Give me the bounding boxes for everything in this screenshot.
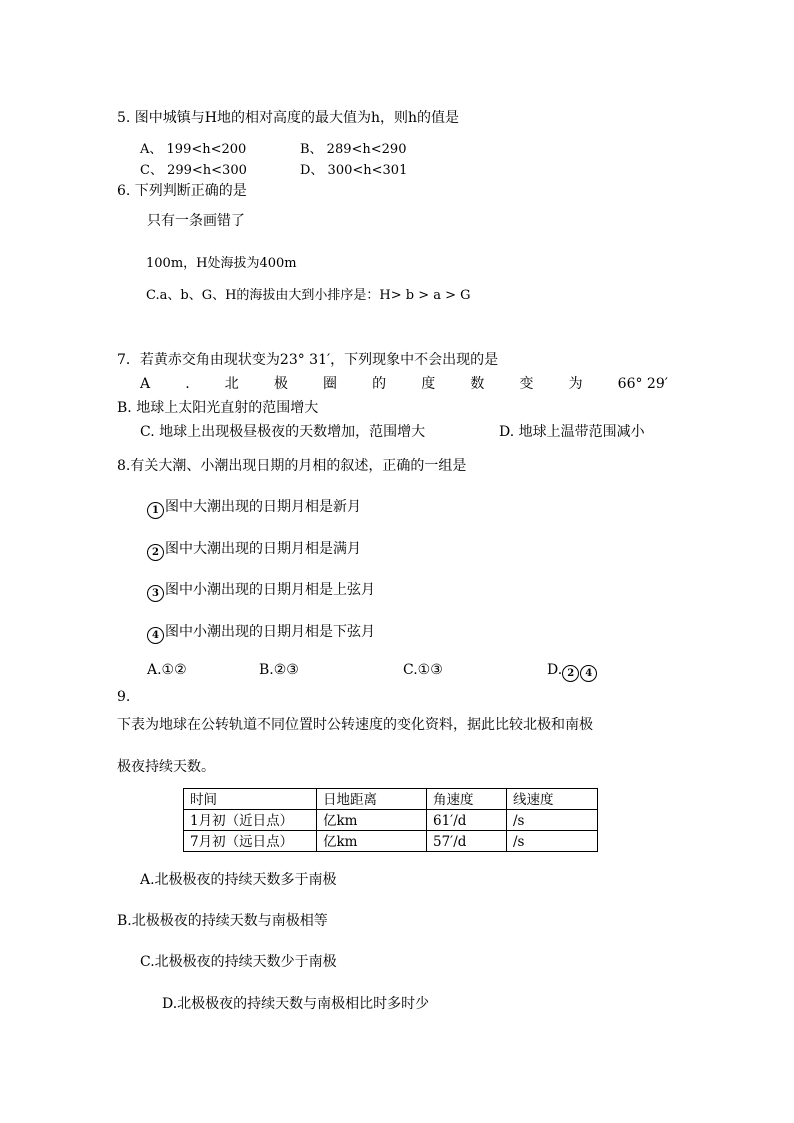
circled-number-icon: 2 [562, 665, 579, 682]
circled-number-icon: 4 [147, 627, 164, 644]
q7-stem: 7．若黄赤交角由现状变为23° 31′，下列现象中不会出现的是 [117, 352, 499, 368]
circled-number-icon: 3 [147, 585, 164, 602]
table-cell: 亿km [317, 831, 427, 852]
q5-option-b: B、 289<h<290 [300, 142, 407, 157]
q8-option-b: B.②③ [259, 662, 299, 678]
table-header-cell: 日地距离 [317, 789, 427, 810]
q7-option-a-part: A [140, 376, 151, 392]
q9-option-b: B.北极极夜的持续天数与南极相等 [117, 913, 328, 929]
table-header-cell: 时间 [184, 789, 317, 810]
q7-option-a-part: 数 [470, 376, 485, 392]
q6-stem: 6. 下列判断正确的是 [117, 183, 247, 199]
q8-option-c: C.①③ [403, 662, 443, 678]
q6-line-1: 只有一条画错了 [147, 213, 245, 229]
q8-item [147, 499, 361, 519]
q7-option-a-part: 度 [421, 376, 436, 392]
q8-item-text: 图中小潮出现的日期月相是上弦月 [165, 582, 375, 598]
q9-option-d: D.北极极夜的持续天数与南极相比时多时少 [162, 996, 430, 1012]
q5-option-c: C、 299<h<300 [140, 163, 247, 178]
circled-number-icon: 4 [580, 665, 597, 682]
table-cell: 1月初（近日点） [184, 810, 317, 831]
q5-option-d: D、 300<h<301 [300, 163, 408, 178]
table-row [184, 831, 598, 852]
q5-stem: 5. 图中城镇与H地的相对高度的最大值为h，则h的值是 [117, 110, 460, 126]
table-header-cell: 角速度 [427, 789, 507, 810]
q8-option-d-prefix: D. [547, 662, 563, 678]
q7-option-a-part: 北 [224, 376, 239, 392]
q8-option-a: A.①② [147, 662, 187, 678]
table-header-cell: 线速度 [507, 789, 598, 810]
table-cell: 亿km [317, 810, 427, 831]
q6-line-2: 100m，H处海拔为400m [146, 256, 297, 271]
q9-option-c: C.北极极夜的持续天数少于南极 [140, 954, 337, 970]
q8-item [147, 582, 375, 602]
q7-option-a-part: 变 [519, 376, 534, 392]
table-row [184, 810, 598, 831]
q8-item-text: 图中大潮出现的日期月相是满月 [165, 541, 361, 557]
table-cell: 57′/d [427, 831, 507, 852]
q9-option-a: A.北极极夜的持续天数多于南极 [140, 872, 337, 888]
q9-description-1: 下表为地球在公转轨道不同位置时公转速度的变化资料，据此比较北极和南极 [117, 717, 593, 733]
table-cell: /s [507, 831, 598, 852]
circled-number-icon: 1 [147, 502, 164, 519]
q8-item-text: 图中小潮出现的日期月相是下弦月 [165, 624, 375, 640]
q7-option-a-part: 的 [372, 376, 387, 392]
q7-option-d: D. 地球上温带范围减小 [499, 424, 645, 440]
q8-option-d [547, 662, 598, 682]
q7-option-a-part: 极 [273, 376, 288, 392]
circled-number-icon: 2 [147, 544, 164, 561]
table-cell: /s [507, 810, 598, 831]
q7-option-a-part: . [185, 376, 190, 392]
orbit-speed-table [183, 788, 598, 852]
q7-option-a-part: 66° 29′ [617, 376, 668, 392]
q6-line-3: C.a、b、G、H的海拔由大到小排序是：H> b > a > G [146, 288, 471, 303]
q9-description-2: 极夜持续天数。 [117, 759, 215, 775]
q7-option-c: C. 地球上出现极昼极夜的天数增加，范围增大 [140, 424, 426, 440]
q9-number: 9. [117, 689, 131, 705]
table-cell: 61′/d [427, 810, 507, 831]
q8-stem: 8.有关大潮、小潮出现日期的月相的叙述，正确的一组是 [117, 458, 467, 474]
q5-option-a: A、 199<h<200 [140, 142, 247, 157]
q7-option-a-part: 为 [568, 376, 583, 392]
table-header-row [184, 789, 598, 810]
q7-option-a-part: 圈 [323, 376, 338, 392]
q8-item-text: 图中大潮出现的日期月相是新月 [165, 499, 361, 515]
table-cell: 7月初（远日点） [184, 831, 317, 852]
q7-option-a [140, 376, 668, 392]
q7-option-b: B. 地球上太阳光直射的范围增大 [117, 400, 319, 416]
q8-item [147, 541, 361, 561]
q8-item [147, 624, 375, 644]
